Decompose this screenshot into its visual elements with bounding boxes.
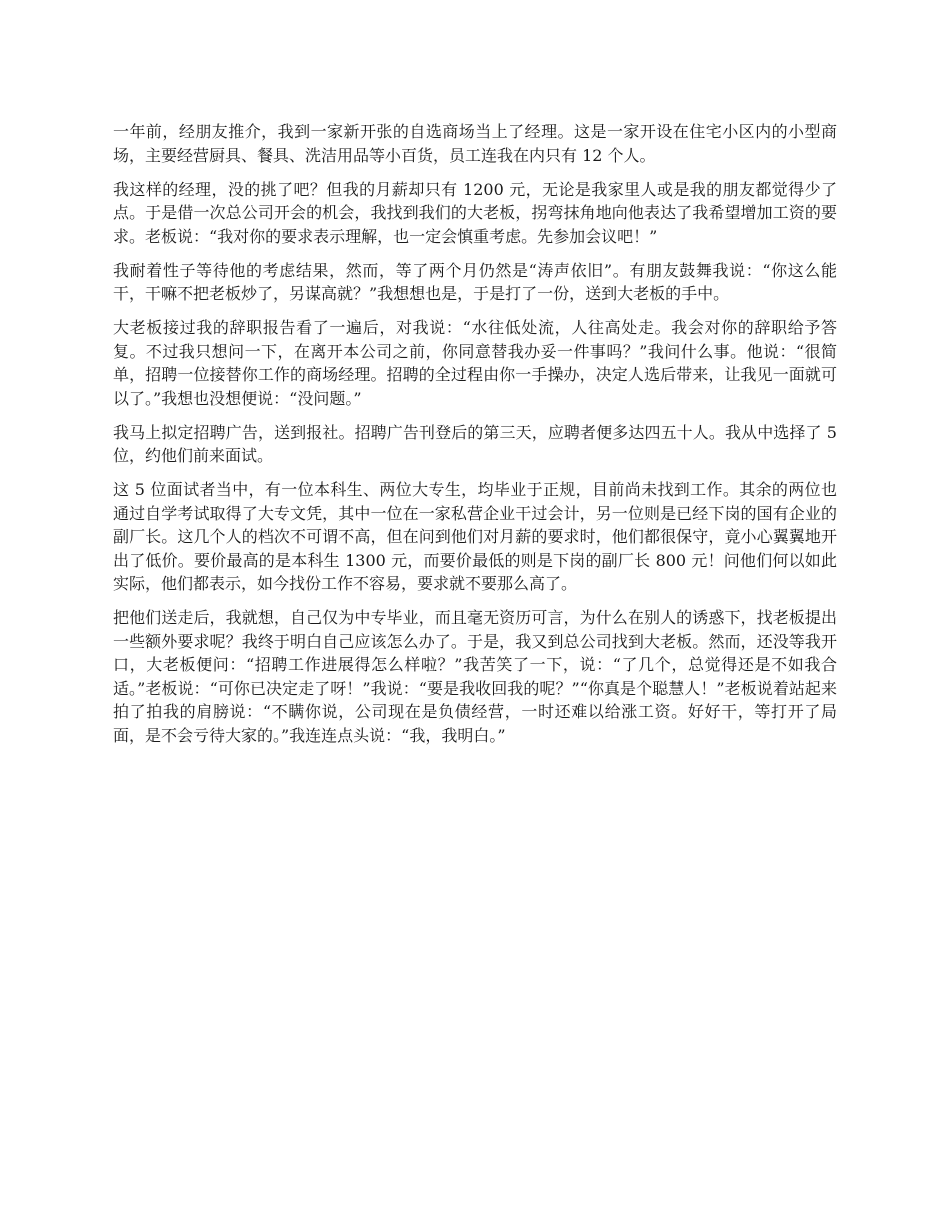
paragraph-1: 一年前，经朋友推介，我到一家新开张的自选商场当上了经理。这是一家开设在住宅小区内的小型商场，主要经营厨具、餐具、洗洁用品等小百货，员工连我在内只有 12 个人。 [113, 122, 837, 165]
paragraph-7: 把他们送走后，我就想，自己仅为中专毕业，而且毫无资历可言，为什么在别人的诱惑下，找老板提出一些额外要求呢？我终于明白自己应该怎么办了。于是，我又到总公司找到大老板。然而，还没等我开口，大老板便问：“招聘工作进展得怎么样啦？”我苦笑了一下，说：“了几个，总觉得还是不如我合适。”老板说：“可你已决定走了呀！”我说：“要是我收回我的呢？”“你真是个聪慧人！”老板说着站起来拍了拍我的肩膀说：“不瞒你说，公司现在是负债经营，一时还难以给涨工资。好好干，等打开了局面，是不会亏待大家的。”我连连点头说：“我，我明白。” [113, 608, 837, 745]
document-body [113, 120, 837, 758]
paragraph-4: 大老板接过我的辞职报告看了一遍后，对我说：“水往低处流，人往高处走。我会对你的辞职给予答复。不过我只想问一下，在离开本公司之前，你同意替我办妥一件事吗？”我问什么事。他说：“很简单，招聘一位接替你工作的商场经理。招聘的全过程由你一手操办，决定人选后带来，让我见一面就可以了。”我想也没想便说：“没问题。” [113, 318, 837, 408]
paragraph-3: 我耐着性子等待他的考虑结果，然而，等了两个月仍然是“涛声依旧”。有朋友鼓舞我说：“你这么能干，干嘛不把老板炒了，另谋高就？”我想想也是，于是打了一份，送到大老板的手中。 [113, 260, 837, 303]
paragraph-6: 这 5 位面试者当中，有一位本科生、两位大专生，均毕业于正规，目前尚未找到工作。其余的两位也通过自学考试取得了大专文凭，其中一位在一家私营企业干过会计，另一位则是已经下岗的国有企业的副厂长。这几个人的档次不可谓不高，但在问到他们对月薪的要求时，他们都很保守，竟小心翼翼地开出了低价。要价最高的是本科生 1300 元，而要价最低的则是下岗的副厂长 800 元！问他们何以如此实际，他们都表示，如今找份工作不容易，要求就不要那么高了。 [113, 480, 837, 593]
paragraph-5: 我马上拟定招聘广告，送到报社。招聘广告刊登后的第三天，应聘者便多达四五十人。我从中选择了 5 位，约他们前来面试。 [113, 422, 837, 465]
paragraph-2: 我这样的经理，没的挑了吧？但我的月薪却只有 1200 元，无论是我家里人或是我的朋友都觉得少了点。于是借一次总公司开会的机会，我找到我们的大老板，拐弯抹角地向他表达了我希望增加工资的要求。老板说：“我对你的要求表示理解，也一定会慎重考虑。先参加会议吧！” [113, 179, 837, 246]
